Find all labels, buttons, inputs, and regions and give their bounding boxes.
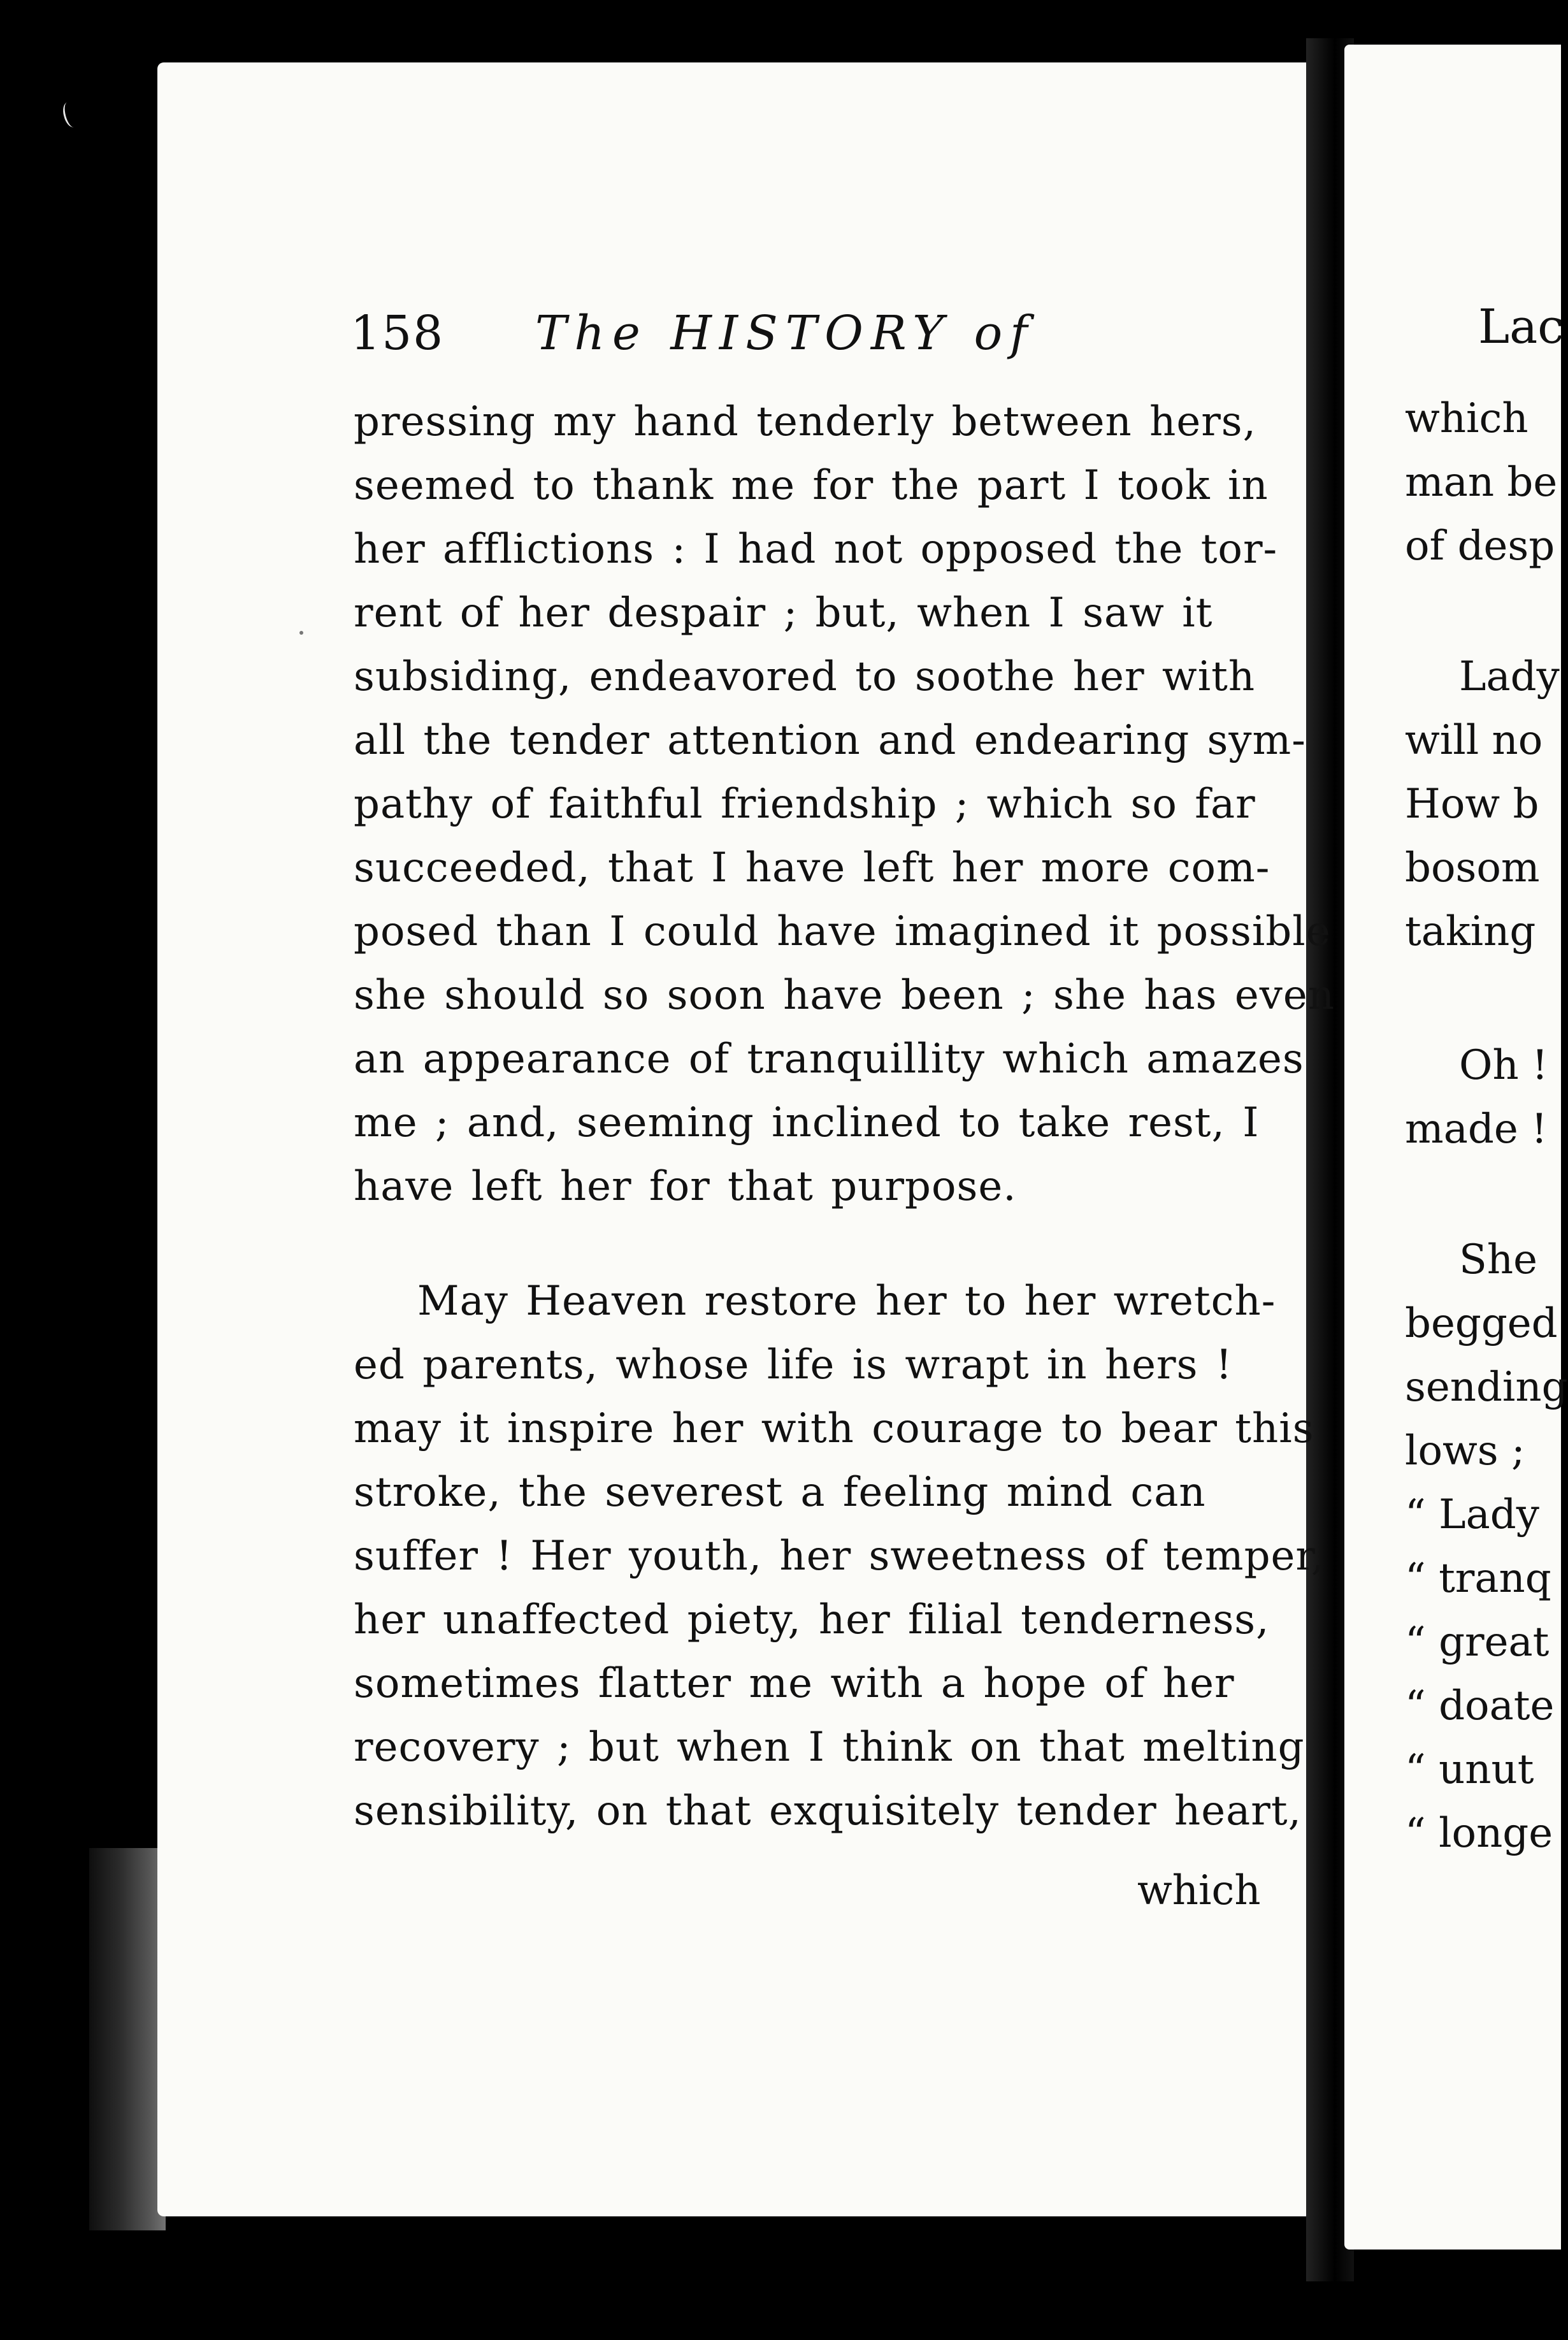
text-line: she should so soon have been ; she has even [354, 972, 1335, 1019]
right-text-line: lows ; [1405, 1427, 1525, 1475]
text-line: rent of her despair ; but, when I saw it [354, 589, 1213, 637]
right-text-line: Oh ! [1459, 1042, 1548, 1089]
right-text-line: She [1459, 1236, 1537, 1283]
right-text-line: sending [1405, 1364, 1568, 1411]
catchword: which [1137, 1867, 1261, 1914]
text-line: May Heaven restore her to her wretch- [417, 1278, 1276, 1325]
right-text-line: “ great [1405, 1619, 1550, 1666]
right-text-line: “ Lady [1405, 1491, 1539, 1538]
scan-mark [61, 101, 80, 129]
right-text-line: made ! [1405, 1106, 1548, 1153]
page-edge-stack [89, 1848, 166, 2230]
running-head: The HISTORY of [535, 306, 1035, 361]
right-text-line: of desp [1405, 523, 1555, 570]
right-text-line: How b [1405, 781, 1539, 828]
right-text-line: “ longe [1405, 1810, 1553, 1857]
right-text-line: begged [1405, 1300, 1558, 1347]
text-line: pathy of faithful friendship ; which so far [354, 781, 1256, 828]
left-page-header [350, 300, 1179, 370]
text-line: have left her for that purpose. [354, 1163, 1017, 1210]
right-text-line: will no [1405, 717, 1543, 764]
text-line: may it inspire her with courage to bear this [354, 1405, 1314, 1452]
right-page-running-head: Lac [1478, 300, 1564, 354]
right-text-line: “ unut [1405, 1746, 1534, 1793]
text-line: suffer ! Her youth, her sweetness of temper, [354, 1533, 1325, 1580]
text-line: an appearance of tranquillity which amazes [354, 1036, 1304, 1083]
text-line: ed parents, whose life is wrapt in hers ! [354, 1341, 1233, 1389]
text-line: succeeded, that I have left her more com- [354, 844, 1270, 892]
text-line: posed than I could have imagined it possible [354, 908, 1331, 955]
text-line: sometimes flatter me with a hope of her [354, 1660, 1235, 1707]
right-text-line: Lady [1459, 653, 1560, 700]
text-line: her afflictions : I had not opposed the tor- [354, 526, 1278, 573]
text-line: recovery ; but when I think on that melting [354, 1724, 1305, 1771]
text-line: stroke, the severest a feeling mind can [354, 1469, 1206, 1516]
text-line: subsiding, endeavored to soothe her with [354, 653, 1256, 700]
text-line: seemed to thank me for the part I took in [354, 462, 1269, 509]
right-text-line: which [1405, 395, 1528, 442]
right-text-line: “ doate [1405, 1682, 1555, 1730]
page-number: 158 [350, 306, 445, 361]
text-line: her unaffected piety, her filial tenderness, [354, 1596, 1270, 1643]
right-text-line: “ tranq [1405, 1555, 1551, 1602]
text-line: all the tender attention and endearing sym- [354, 717, 1306, 764]
text-line: me ; and, seeming inclined to take rest, I [354, 1099, 1260, 1146]
ink-speck [299, 631, 303, 635]
right-text-line: bosom [1405, 844, 1540, 892]
text-line: sensibility, on that exquisitely tender heart, [354, 1787, 1302, 1835]
right-text-line: man be [1405, 459, 1558, 506]
text-line: pressing my hand tenderly between hers, [354, 398, 1256, 445]
right-text-line: taking [1405, 908, 1536, 955]
